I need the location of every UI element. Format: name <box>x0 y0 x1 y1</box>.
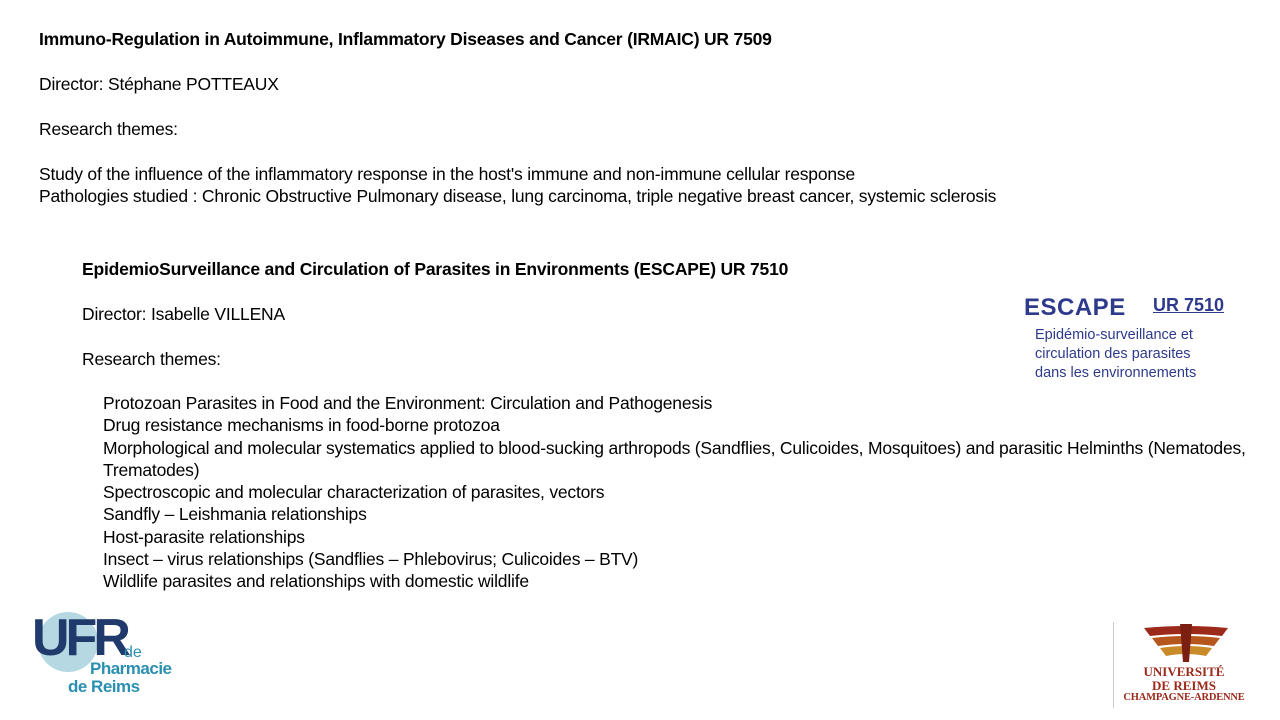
escape-director: Director: Isabelle VILLENA <box>82 304 285 324</box>
ufr-pharmacie-logo <box>30 608 170 698</box>
escape-theme-item: Host-parasite relationships <box>103 526 305 547</box>
escape-logo-line-3: dans les environnements <box>1035 365 1197 381</box>
escape-logo <box>1020 290 1240 390</box>
escape-logo-ur: UR 7510 <box>1153 295 1225 315</box>
escape-theme-item: Morphological and molecular systematics applied to blood-sucking arthropods (Sandflies, Culicoides, Mosquitoes) and parasitic Helminths (Nematodes, Trematodes) <box>103 437 1246 480</box>
escape-themes-heading: Research themes: <box>82 349 221 369</box>
irmaic-director: Director: Stéphane POTTEAUX <box>39 74 279 94</box>
escape-theme-item: Insect – virus relationships (Sandflies – Phlebovirus; Culicoides – BTV) <box>103 549 639 570</box>
irmaic-themes-heading: Research themes: <box>39 119 178 139</box>
escape-logo-line-1: Epidémio-surveillance et <box>1035 327 1193 343</box>
escape-title: EpidemioSurveillance and Circulation of Parasites in Environments (ESCAPE) UR 7510 <box>82 259 789 279</box>
universite-reims-logo <box>1113 622 1254 708</box>
irmaic-theme-2: Pathologies studied : Chronic Obstructive Pulmonary disease, lung carcinoma, triple negative breast cancer, systemic sclerosis <box>39 186 997 206</box>
escape-logo-word: ESCAPE <box>1024 294 1126 321</box>
escape-theme-item: Sandfly – Leishmania relationships <box>103 504 367 525</box>
escape-theme-item: Spectroscopic and molecular characterization of parasites, vectors <box>103 482 605 503</box>
escape-themes-list <box>103 392 1253 593</box>
escape-theme-item: Protozoan Parasites in Food and the Environment: Circulation and Pathogenesis <box>103 393 713 413</box>
escape-theme-item: Drug resistance mechanisms in food-borne protozoa <box>103 415 500 436</box>
escape-logo-line-2: circulation des parasites <box>1035 346 1191 362</box>
universite-line-2: DE REIMS <box>1152 678 1216 693</box>
ufr-pharmacie: Pharmacie <box>90 659 172 678</box>
universite-line-1: UNIVERSITÉ <box>1143 664 1225 679</box>
ufr-de: de <box>124 644 142 661</box>
universite-emblem-icon <box>1136 622 1236 664</box>
ufr-letters: UFR <box>32 609 127 667</box>
irmaic-theme-1: Study of the influence of the inflammatory response in the host's immune and non-immune cellular response <box>39 164 855 184</box>
escape-theme-item: Wildlife parasites and relationships with domestic wildlife <box>103 571 529 592</box>
universite-line-3: CHAMPAGNE-ARDENNE <box>1123 692 1245 703</box>
irmaic-title: Immuno-Regulation in Autoimmune, Inflammatory Diseases and Cancer (IRMAIC) UR 7509 <box>39 29 772 49</box>
ufr-reims: de Reims <box>68 677 140 696</box>
